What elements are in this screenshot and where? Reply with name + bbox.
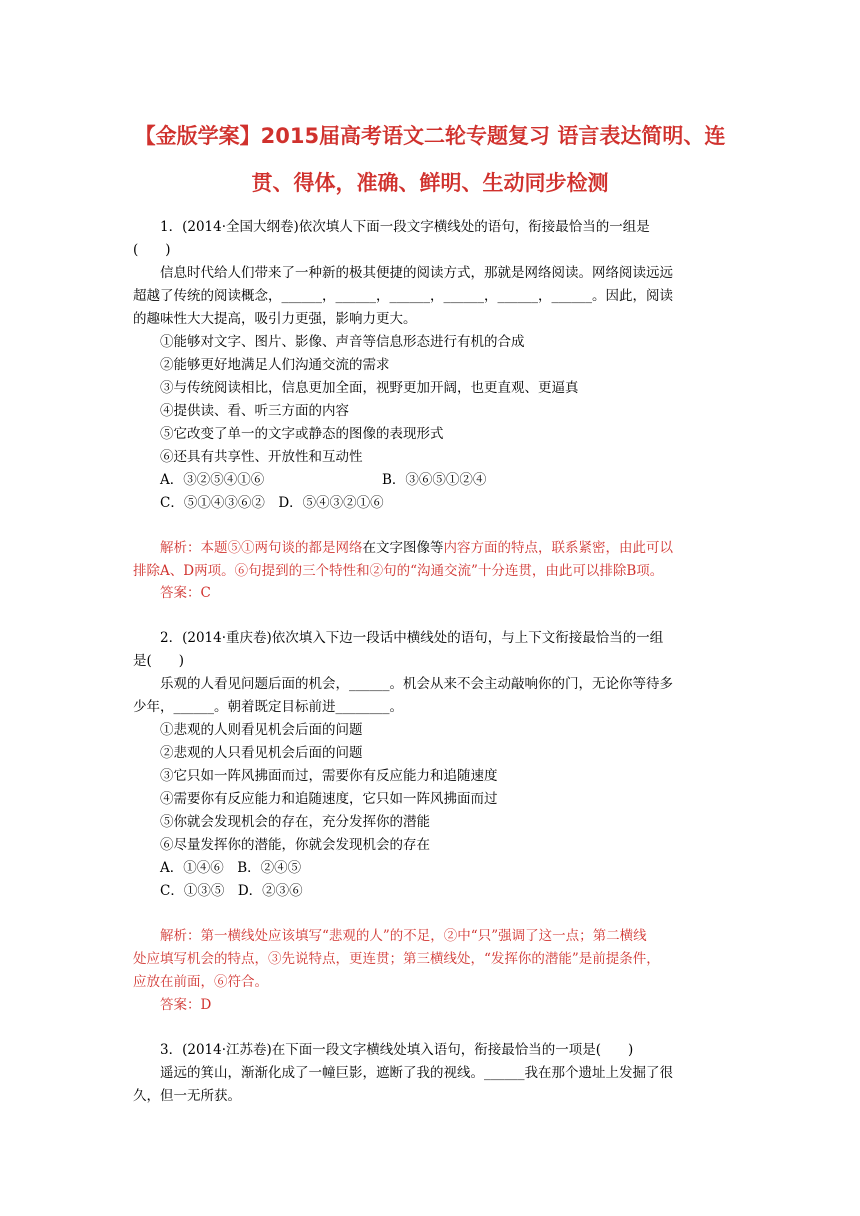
document-title-line-1: 【金版学案】2015届高考语文二轮专题复习 语言表达简明、连 xyxy=(134,124,726,148)
q1-passage-line: 超越了传统的阅读概念，______，______，______，______，______，______。因此，阅读 xyxy=(133,288,673,304)
q1-analysis-part: 在文字图像等 xyxy=(362,540,444,556)
q1-option-cd: C．⑤①④③⑥② D．⑤④③②①⑥ xyxy=(160,495,384,511)
q1-item: ⑤它改变了单一的文字或静态的图像的表现形式 xyxy=(160,426,444,442)
q1-item: ③与传统阅读相比，信息更加全面，视野更加开阔，也更直观、更逼真 xyxy=(160,380,579,396)
q1-item: ①能够对文字、图片、影像、声音等信息形态进行有机的合成 xyxy=(160,334,525,350)
q2-passage-line: 乐观的人看见问题后面的机会，______。机会从来不会主动敲响你的门，无论你等待多 xyxy=(160,676,673,692)
document-title-line-2: 贯、得体，准确、鲜明、生动同步检测 xyxy=(251,171,609,195)
q2-item: ②悲观的人只看见机会后面的问题 xyxy=(160,745,363,761)
q1-option-b: B．③⑥⑤①②④ xyxy=(382,472,487,488)
q2-analysis-line-3: 应放在前面，⑥符合。 xyxy=(133,974,268,990)
q2-answer: 答案：D xyxy=(160,997,212,1013)
q1-answer: 答案：C xyxy=(160,585,211,601)
q1-option-a: A．③②⑤④①⑥ xyxy=(160,472,265,488)
q1-analysis-part: 解析：本题⑤①两句谈的都是网络 xyxy=(160,540,363,556)
q2-item: ⑤你就会发现机会的存在，充分发挥你的潜能 xyxy=(160,814,430,830)
q1-analysis-line-1 xyxy=(160,537,760,559)
q2-analysis-line-2: 处应填写机会的特点，③先说特点，更连贯；第三横线处，“发挥你的潜能”是前提条件， xyxy=(133,951,660,967)
q2-analysis-line-1: 解析：第一横线处应该填写“悲观的人”的不足，②中“只”强调了这一点；第二横线 xyxy=(160,928,647,944)
q2-item: ⑥尽量发挥你的潜能，你就会发现机会的存在 xyxy=(160,837,430,853)
q2-item: ③它只如一阵风拂面而过，需要你有反应能力和追随速度 xyxy=(160,768,498,784)
q1-item: ⑥还具有共享性、开放性和互动性 xyxy=(160,449,363,465)
q2-option-cd: C．①③⑤ D．②③⑥ xyxy=(160,883,303,899)
q1-passage-line: 的趣味性大大提高，吸引力更强，影响力更大。 xyxy=(133,311,417,327)
q1-analysis-line-2: 排除A、D两项。⑥句提到的三个特性和②句的“沟通交流”十分连贯，由此可以排除B项。 xyxy=(133,563,664,579)
q2-stem: 2．(2014·重庆卷)依次填入下边一段话中横线处的语句，与上下文衔接最恰当的一组 xyxy=(160,630,664,646)
q3-passage-line: 遥远的箕山，渐渐化成了一幢巨影，遮断了我的视线。______我在那个遗址上发掘了很 xyxy=(160,1065,673,1081)
q1-stem: 1．(2014·全国大纲卷)依次填人下面一段文字横线处的语句，衔接最恰当的一组是 xyxy=(160,219,650,235)
q2-option-ab: A．①④⑥ B．②④⑤ xyxy=(160,860,302,876)
q2-stem-bracket: 是( ) xyxy=(133,653,185,669)
q3-stem: 3．(2014·江苏卷)在下面一段文字横线处填入语句，衔接最恰当的一项是( ) xyxy=(160,1042,634,1058)
q2-item: ④需要你有反应能力和追随速度，它只如一阵风拂面而过 xyxy=(160,791,498,807)
q1-passage-line: 信息时代给人们带来了一种新的极其便捷的阅读方式，那就是网络阅读。网络阅读远远 xyxy=(160,265,673,281)
q2-item: ①悲观的人则看见机会后面的问题 xyxy=(160,722,363,738)
q1-item: ④提供读、看、听三方面的内容 xyxy=(160,403,349,419)
q3-passage-line: 久，但一无所获。 xyxy=(133,1088,241,1104)
q1-stem-bracket: ( ) xyxy=(133,242,171,258)
q1-item: ②能够更好地满足人们沟通交流的需求 xyxy=(160,357,390,373)
q2-passage-line: 少年，______。朝着既定目标前进________。 xyxy=(133,699,403,715)
q1-analysis-part: 内容方面的特点，联系紧密，由此可以 xyxy=(443,540,673,556)
